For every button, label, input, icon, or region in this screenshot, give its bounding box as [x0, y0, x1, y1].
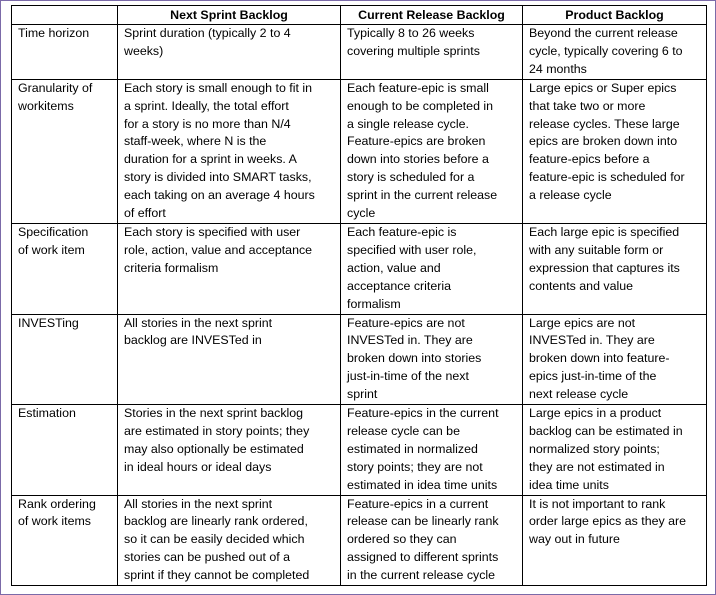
cell-product-backlog: Beyond the current release cycle, typically covering 6 to 24 months: [523, 25, 707, 80]
cell-current-release: Each feature-epic is specified with user role, action, value and acceptance criteria formalism: [341, 223, 523, 314]
row-specification: [12, 223, 707, 314]
cell-product-backlog: Large epics are not INVESTed in. They are broken down into feature- epics just-in-time of the next release cycle: [523, 314, 707, 405]
cell-current-release: Typically 8 to 26 weeks covering multiple sprints: [341, 25, 523, 80]
cell-current-release: Feature-epics in a current release can be linearly rank ordered so they can assigned to different sprints in the current release cycle: [341, 495, 523, 586]
row-granularity: [12, 79, 707, 223]
cell-next-sprint: All stories in the next sprint backlog are linearly rank ordered, so it can be easily decided which stories can be pushed out of a sprint if they cannot be completed: [118, 495, 341, 586]
cell-product-backlog: Large epics or Super epics that take two or more release cycles. These large epics are broken down into feature-epics before a feature-epic is scheduled for a release cycle: [523, 79, 707, 223]
row-label: Time horizon: [12, 25, 118, 80]
cell-next-sprint: Each story is small enough to fit in a sprint. Ideally, the total effort for a story is no more than N/4 staff-week, where N is the duration for a sprint in weeks. A story is divided into SMART tasks, each taking on an average 4 hours of effort: [118, 79, 341, 223]
header-row: [12, 6, 707, 25]
row-time-horizon: [12, 25, 707, 80]
row-estimation: [12, 405, 707, 496]
cell-next-sprint: Each story is specified with user role, action, value and acceptance criteria formalism: [118, 223, 341, 314]
row-label: Specification of work item: [12, 223, 118, 314]
cell-product-backlog: It is not important to rank order large epics as they are way out in future: [523, 495, 707, 586]
row-label: INVESTing: [12, 314, 118, 405]
cell-product-backlog: Each large epic is specified with any suitable form or expression that captures its contents and value: [523, 223, 707, 314]
cell-next-sprint: Stories in the next sprint backlog are estimated in story points; they may also optionally be estimated in ideal hours or ideal days: [118, 405, 341, 496]
row-rank-ordering: [12, 495, 707, 586]
cell-next-sprint: All stories in the next sprint backlog are INVESTed in: [118, 314, 341, 405]
row-label: Estimation: [12, 405, 118, 496]
cell-next-sprint: Sprint duration (typically 2 to 4 weeks): [118, 25, 341, 80]
row-label: Rank ordering of work items: [12, 495, 118, 586]
cell-product-backlog: Large epics in a product backlog can be estimated in normalized story points; they are not estimated in idea time units: [523, 405, 707, 496]
cell-current-release: Each feature-epic is small enough to be completed in a single release cycle. Feature-epics are broken down into stories before a story is scheduled for a sprint in the current release cycle: [341, 79, 523, 223]
row-label: Granularity of workitems: [12, 79, 118, 223]
backlog-comparison-table: [11, 5, 707, 586]
header-product-backlog: Product Backlog: [523, 6, 707, 25]
cell-current-release: Feature-epics in the current release cycle can be estimated in normalized story points; they are not estimated in idea time units: [341, 405, 523, 496]
header-empty: [12, 6, 118, 25]
header-current-release-backlog: Current Release Backlog: [341, 6, 523, 25]
cell-current-release: Feature-epics are not INVESTed in. They are broken down into stories just-in-time of the next sprint: [341, 314, 523, 405]
row-investing: [12, 314, 707, 405]
header-next-sprint-backlog: Next Sprint Backlog: [118, 6, 341, 25]
